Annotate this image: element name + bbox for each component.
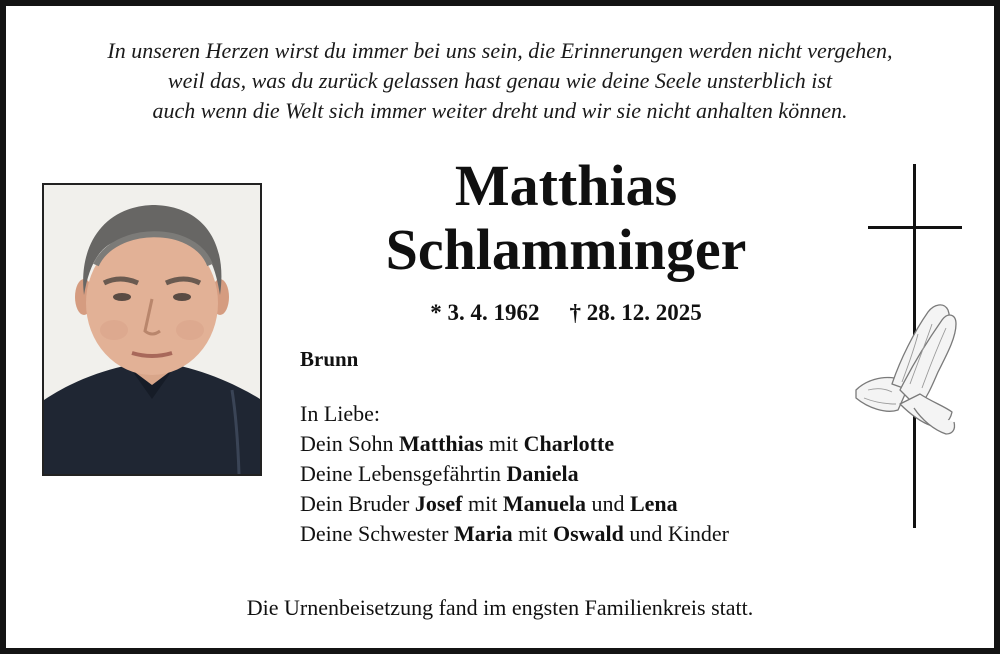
life-dates — [306, 300, 826, 326]
deceased-first-name: Matthias — [454, 153, 678, 218]
mourner-line — [300, 489, 729, 519]
mourner-text: Dein Sohn — [300, 431, 399, 456]
birth-date: * 3. 4. 1962 — [430, 300, 540, 325]
verse-line: weil das, was du zurück gelassen hast genau wie deine Seele unsterblich ist — [167, 68, 833, 93]
portrait-figure — [44, 185, 260, 474]
mourner-line — [300, 519, 729, 549]
mourner-text: Dein Bruder — [300, 491, 415, 516]
mourner-name: Manuela — [502, 491, 586, 516]
verse-line: In unseren Herzen wirst du immer bei uns sein, die Erinnerungen werden nicht vergehen, — [107, 38, 893, 63]
mourner-text: und — [585, 491, 630, 516]
mourner-text: Deine Schwester — [300, 521, 454, 546]
mourners-intro: In Liebe: — [300, 401, 381, 426]
verse-line: auch wenn die Welt sich immer weiter dreht und wir sie nicht anhalten können. — [152, 98, 848, 123]
mourner-name: Lena — [629, 491, 678, 516]
praying-hands-icon — [848, 294, 960, 436]
mourner-name: Matthias — [399, 431, 484, 456]
mourner-text: mit — [512, 521, 553, 546]
mourner-name: Oswald — [552, 521, 624, 546]
death-date: † 28. 12. 2025 — [569, 300, 702, 325]
mourners-list — [300, 399, 729, 549]
mourner-text: mit — [483, 431, 524, 456]
closing-note: Die Urnenbeisetzung fand im engsten Familienkreis statt. — [246, 595, 754, 620]
mourner-name: Josef — [414, 491, 463, 516]
memorial-verse — [16, 36, 984, 126]
mourner-text: und Kinder — [623, 521, 729, 546]
mourner-line — [300, 429, 729, 459]
deceased-name — [306, 154, 826, 282]
mourner-text: Deine Lebensgefährtin — [300, 461, 507, 486]
mourner-name: Daniela — [506, 461, 579, 486]
mourner-text: mit — [462, 491, 503, 516]
mourner-name: Maria — [453, 521, 513, 546]
deceased-last-name: Schlamminger — [385, 217, 747, 282]
mourner-line — [300, 459, 729, 489]
residence-place: Brunn — [300, 347, 359, 371]
mourner-name: Charlotte — [523, 431, 615, 456]
portrait-photo — [42, 183, 262, 476]
